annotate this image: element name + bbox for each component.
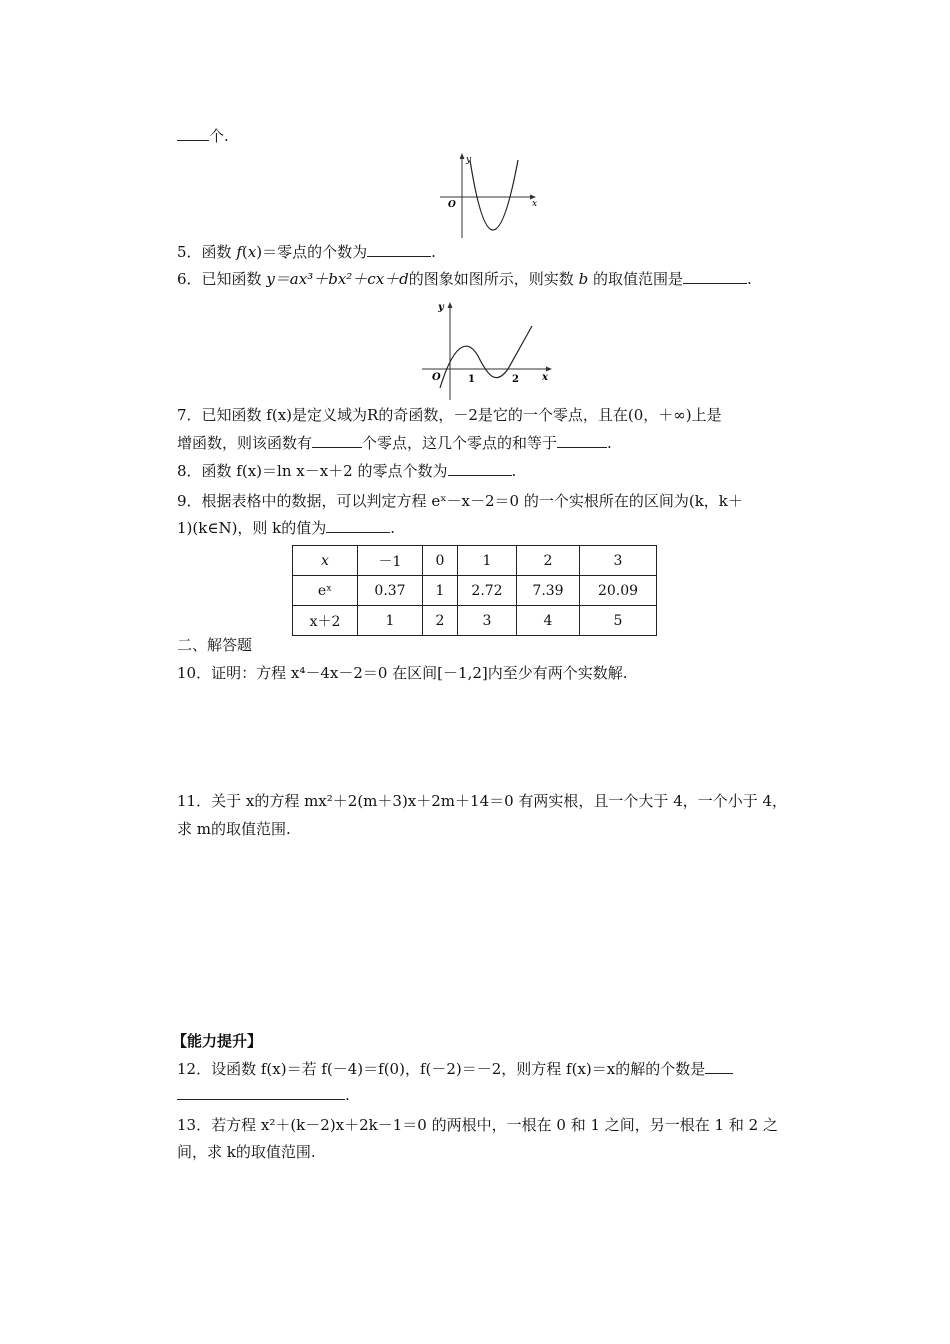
question-8: 8．函数 f(x)＝ln x－x＋2 的零点个数为 . bbox=[177, 462, 517, 480]
table-cell: x bbox=[293, 546, 358, 576]
table-cell: 1 bbox=[423, 576, 458, 606]
table-cell: x＋2 bbox=[293, 606, 358, 636]
table-cell: 2 bbox=[517, 546, 580, 576]
question-7-line-1: 7．已知函数 f(x)是定义域为R的奇函数，－2是它的一个零点，且在(0，＋∞)上是 bbox=[177, 406, 722, 424]
question-9-line-1: 9．根据表格中的数据，可以判定方程 eˣ－x－2＝0 的一个实根所在的区间为(k，k＋ bbox=[177, 492, 743, 510]
section-heading-advanced: 【能力提升】 bbox=[172, 1032, 263, 1050]
question-5: 5．函数 f(x)＝零点的个数为 . bbox=[177, 243, 436, 261]
table-row bbox=[293, 546, 657, 576]
answer-blank[interactable] bbox=[177, 125, 209, 141]
value-table bbox=[292, 545, 657, 636]
answer-blank[interactable] bbox=[177, 1084, 345, 1100]
answer-blank[interactable] bbox=[326, 517, 390, 533]
table-cell: 4 bbox=[517, 606, 580, 636]
table-cell: eˣ bbox=[293, 576, 358, 606]
question-11-line-2: 求 m的取值范围. bbox=[177, 820, 291, 838]
question-9-line-2: 1)(k∈N)，则 k的值为 . bbox=[177, 519, 396, 537]
question-11-line-1: 11．关于 x的方程 mx²＋2(m＋3)x＋2m＋14＝0 有两实根，且一个大于 4，一个小于 4， bbox=[177, 792, 788, 810]
question-6: 6．已知函数 y＝ax³＋bx²＋cx＋d的图象如图所示，则实数 b 的取值范围是 . bbox=[177, 270, 752, 288]
answer-blank[interactable] bbox=[557, 432, 607, 448]
y-axis-label: y bbox=[438, 302, 444, 313]
table-cell: －1 bbox=[358, 546, 423, 576]
table-row bbox=[293, 606, 657, 636]
table-cell: 3 bbox=[458, 606, 517, 636]
question-10: 10．证明：方程 x⁴－4x－2＝0 在区间[－1,2]内至少有两个实数解. bbox=[177, 664, 628, 682]
parabola-curve bbox=[470, 160, 518, 230]
table-cell: 5 bbox=[580, 606, 657, 636]
question-7-line-2: 增函数，则该函数有 个零点，这几个零点的和等于 . bbox=[177, 434, 612, 452]
answer-blank[interactable] bbox=[683, 268, 747, 284]
answer-blank[interactable] bbox=[705, 1058, 733, 1074]
table-row bbox=[293, 576, 657, 606]
tick-label-1: 1 bbox=[468, 374, 475, 385]
section-heading-answers: 二、解答题 bbox=[177, 636, 253, 654]
table-cell: 7.39 bbox=[517, 576, 580, 606]
answer-blank[interactable] bbox=[312, 432, 362, 448]
x-axis-label: x bbox=[542, 372, 548, 383]
answer-blank[interactable] bbox=[367, 241, 431, 257]
cubic-graph bbox=[418, 296, 560, 402]
origin-label: O bbox=[448, 200, 456, 210]
parabola-graph bbox=[432, 150, 542, 240]
question-13-line-2: 间，求 k的取值范围. bbox=[177, 1143, 316, 1161]
table-cell: 0.37 bbox=[358, 576, 423, 606]
table-cell: 2.72 bbox=[458, 576, 517, 606]
q4-tail: 个. bbox=[177, 125, 229, 147]
question-12-line-1: 12．设函数 f(x)＝若 f(－4)＝f(0)，f(－2)＝－2，则方程 f(x)＝x的解的个数是 bbox=[177, 1058, 733, 1080]
answer-blank[interactable] bbox=[448, 460, 512, 476]
table-cell: 1 bbox=[458, 546, 517, 576]
table-cell: 1 bbox=[358, 606, 423, 636]
x-axis-label: x bbox=[532, 199, 538, 209]
tick-label-2: 2 bbox=[512, 374, 519, 385]
table-cell: 2 bbox=[423, 606, 458, 636]
origin-label: O bbox=[432, 372, 441, 383]
table-cell: 3 bbox=[580, 546, 657, 576]
table-cell: 0 bbox=[423, 546, 458, 576]
y-axis-label: y bbox=[466, 155, 472, 165]
question-13-line-1: 13．若方程 x²＋(k－2)x＋2k－1＝0 的两根中，一根在 0 和 1 之间，另一根在 1 和 2 之 bbox=[177, 1116, 778, 1134]
question-12-line-2: . bbox=[177, 1084, 350, 1106]
table-cell: 20.09 bbox=[580, 576, 657, 606]
